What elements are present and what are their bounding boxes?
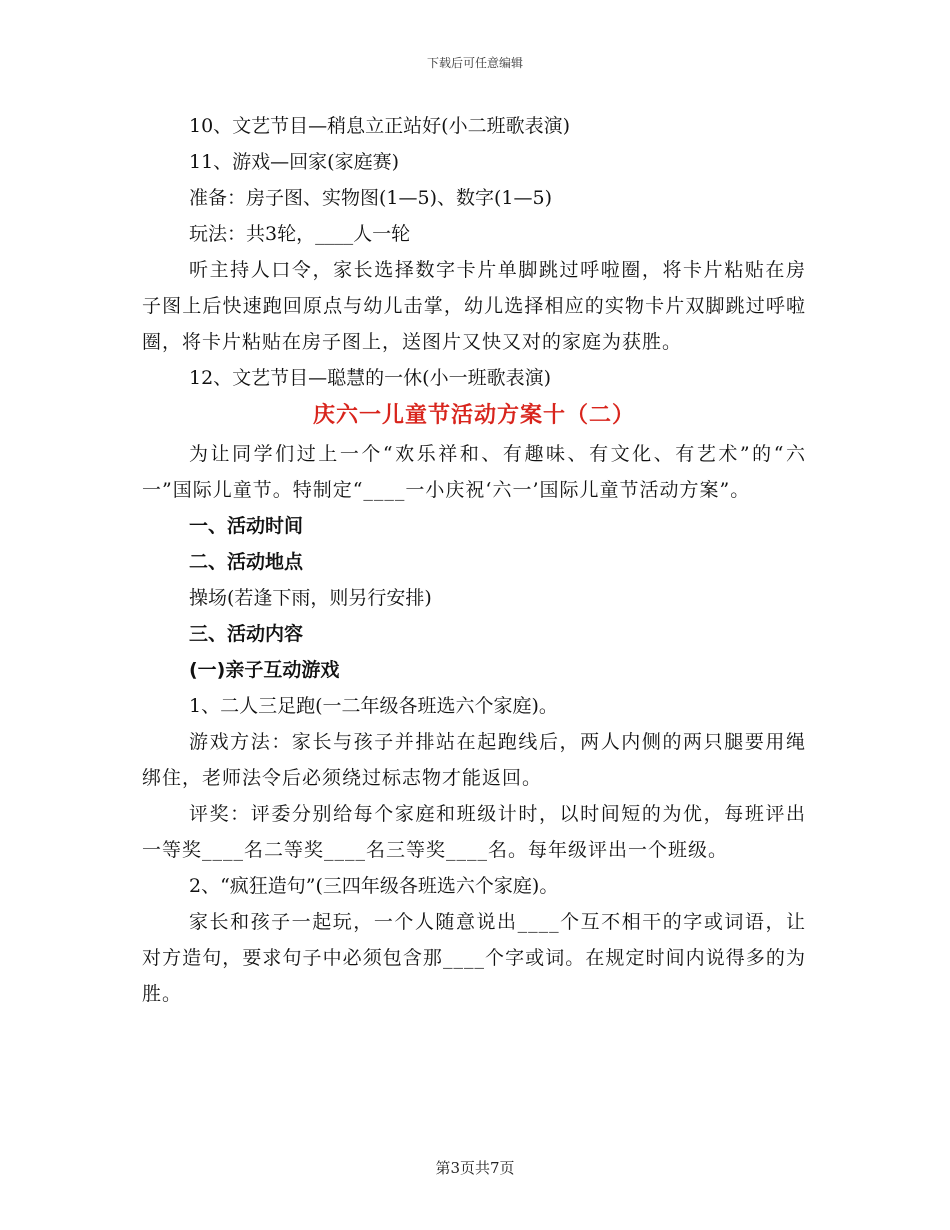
heading-activity-time: 一、活动时间 (189, 515, 304, 537)
game-1-method: 游戏方法：家长与孩子并排站在起跑线后，两人内侧的两只腿要用绳绑住，老师法令后必须绕过标志物才能返回。 (142, 731, 806, 789)
game-rules: 玩法：共3轮，____人一轮 (189, 223, 411, 245)
game-preparation: 准备：房子图、实物图(1—5)、数字(1—5) (189, 187, 553, 209)
program-item-11: 11、游戏—回家(家庭赛) (189, 151, 400, 173)
game-description: 听主持人口令，家长选择数字卡片单脚跳过呼啦圈，将卡片粘贴在房子图上后快速跑回原点与幼儿击掌，幼儿选择相应的实物卡片双脚跳过呼啦圈，将卡片粘贴在房子图上，送图片又快又对的家庭为获胜。 (142, 259, 806, 353)
program-item-12: 12、文艺节目—聪慧的一休(小一班歌表演) (189, 367, 552, 389)
game-2-method: 家长和孩子一起玩，一个人随意说出____个互不相干的字或词语，让对方造句，要求句子中必须包含那____个字或词。在规定时间内说得多的为胜。 (142, 911, 806, 1005)
section-title: 庆六一儿童节活动方案十（二） (312, 403, 635, 428)
game-1-title: 1、二人三足跑(一二年级各班选六个家庭)。 (189, 695, 558, 717)
heading-activity-content: 三、活动内容 (189, 623, 304, 645)
document-body (142, 108, 806, 1012)
intro-paragraph: 为让同学们过上一个“欢乐祥和、有趣味、有文化、有艺术”的“六一”国际儿童节。特制定“____一小庆祝‘六一’国际儿童节活动方案”。 (142, 443, 806, 501)
heading-parent-child-games: (一)亲子互动游戏 (189, 659, 340, 681)
activity-location: 操场(若逢下雨，则另行安排) (189, 587, 432, 609)
program-item-10: 10、文艺节目—稍息立正站好(小二班歌表演) (189, 115, 571, 137)
page-footer: 第3页共7页 (435, 1159, 515, 1177)
page-header: 下载后可任意编辑 (426, 56, 523, 70)
game-2-title: 2、“疯狂造句”(三四年级各班选六个家庭)。 (189, 875, 559, 897)
game-1-awards: 评奖：评委分别给每个家庭和班级计时，以时间短的为优，每班评出一等奖____名二等奖____名三等奖____名。每年级评出一个班级。 (142, 803, 806, 861)
heading-activity-location: 二、活动地点 (189, 551, 304, 573)
